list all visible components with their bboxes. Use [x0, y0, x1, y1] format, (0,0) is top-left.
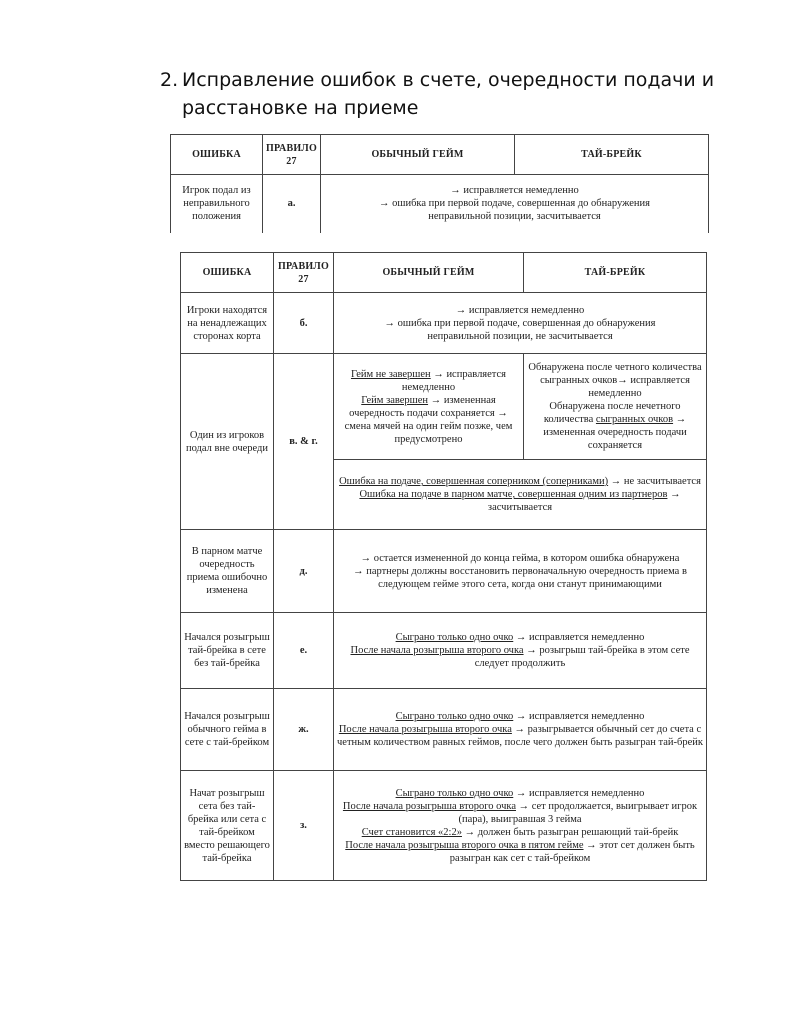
shared-cell	[334, 460, 707, 530]
table-row	[181, 354, 707, 460]
table-row	[181, 689, 707, 771]
text: → исправляется немедленно	[513, 711, 645, 722]
heading-line-1: Исправление ошибок в счете, очередности подачи и	[182, 69, 715, 91]
text: → должен быть разыгран решающий тай-брейк	[461, 826, 679, 838]
underlined-text: Гейм не завершен	[350, 368, 431, 380]
underlined-text: Счет становится «2:2»	[361, 826, 462, 838]
text: → разыгрывается обычный сет до счета с четным количеством равных геймов, после чего должен быть разыгран тай-брейк	[337, 724, 703, 748]
underlined-text: Сыграно только одно очко	[395, 787, 514, 799]
col-header-rule: ПРАВИЛО 27	[263, 135, 321, 175]
tiebreak-cell	[524, 354, 707, 460]
correction-line: → исправляется немедленно	[455, 304, 585, 316]
underlined-text: Ошибка на подаче в парном матче, совершенная одним из партнеров	[359, 489, 668, 500]
rule-cell: д.	[274, 530, 334, 613]
correction-cell	[334, 293, 707, 354]
correction-line: → партнеры должны восстановить первоначальную очередность приема в	[353, 565, 687, 577]
underlined-text: Ошибка на подаче, совершенная соперником (соперниками)	[339, 476, 609, 487]
underlined-text: После начала розыгрыша второго очка в пятом гейме	[345, 839, 584, 851]
heading-line-2: расстановке на приеме	[182, 97, 419, 119]
text: → измененная очередность подачи сохраняется → смена мячей на один гейм позже, чем предусмотрено	[344, 394, 513, 445]
col-header-rule: ПРАВИЛО 27	[274, 253, 334, 293]
col-header-tiebreak: ТАЙ-БРЕЙК	[515, 135, 709, 175]
table-row	[181, 771, 707, 881]
text: → не засчитывается	[608, 476, 701, 487]
rule-cell: б.	[274, 293, 334, 354]
table-row	[181, 613, 707, 689]
rule-cell: е.	[274, 613, 334, 689]
correction-line: → ошибка при первой подаче, совершенная до обнаружения	[379, 198, 650, 210]
text: → исправляется немедленно	[513, 787, 645, 799]
underlined-text: сыгранных очков	[595, 414, 674, 425]
col-header-error: ОШИБКА	[181, 253, 274, 293]
correction-line: следующем гейме этого сета, когда они станут принимающими	[378, 578, 662, 590]
col-header-error: ОШИБКА	[171, 135, 263, 175]
col-header-game: ОБЫЧНЫЙ ГЕЙМ	[334, 253, 524, 293]
error-cell: Начался розыгрыш тай-брейка в сете без тай-брейка	[181, 613, 274, 689]
underlined-text: Сыграно только одно очко	[395, 711, 514, 722]
text: → исправляется немедленно	[513, 632, 645, 643]
table-row	[181, 530, 707, 613]
col-header-game: ОБЫЧНЫЙ ГЕЙМ	[321, 135, 515, 175]
text: → измененная очередность подачи сохраняется	[543, 414, 687, 451]
text: Обнаружена после нечетного количества	[543, 401, 681, 425]
underlined-text: После начала розыгрыша второго очка	[350, 645, 524, 656]
rule-cell: ж.	[274, 689, 334, 771]
section-number: 2.	[160, 69, 179, 91]
table-row	[171, 175, 709, 233]
table-row	[181, 293, 707, 354]
game-cell	[334, 354, 524, 460]
text: Обнаружена после четного количества сыгранных очков→ исправляется немедленно	[528, 362, 702, 399]
text: → розыгрыш тай-брейка в этом сете следует продолжить	[474, 645, 690, 669]
underlined-text: После начала розыгрыша второго очка	[342, 800, 516, 812]
text: → исправляется немедленно	[401, 368, 507, 393]
correction-line: → исправляется немедленно	[450, 185, 579, 197]
underlined-text: Гейм завершен	[361, 394, 429, 406]
col-header-tiebreak: ТАЙ-БРЕЙК	[524, 253, 707, 293]
error-cell: Начался розыгрыш обычного гейма в сете с тай-брейком	[181, 689, 274, 771]
underlined-text: После начала розыгрыша второго очка	[338, 724, 512, 735]
correction-cell	[334, 689, 707, 771]
text: → этот сет должен быть разыгран как сет с тай-брейком	[449, 839, 695, 864]
error-cell: Игрок подал из неправильного положения	[171, 175, 263, 233]
rules-table	[180, 252, 707, 881]
underlined-text: Сыграно только одно очко	[395, 632, 514, 643]
correction-line: → остается измененной до конца гейма, в котором ошибка обнаружена	[360, 552, 680, 564]
correction-cell	[321, 175, 709, 233]
rules-table-fragment	[170, 134, 709, 233]
rule-cell: а.	[263, 175, 321, 233]
error-cell: Игроки находятся на ненадлежащих сторонах корта	[181, 293, 274, 354]
text: → засчитывается	[487, 489, 681, 513]
correction-cell	[334, 613, 707, 689]
correction-line: неправильной позиции, засчитывается	[428, 211, 601, 223]
section-heading	[160, 66, 760, 122]
correction-cell	[334, 530, 707, 613]
error-cell: В парном матче очередность приема ошибочно изменена	[181, 530, 274, 613]
error-cell: Начат розыгрыш сета без тай-брейка или сета с тай-брейком вместо решающего тай-брейка	[181, 771, 274, 881]
correction-cell	[334, 771, 707, 881]
rule-cell: в. & г.	[274, 354, 334, 530]
text: → сет продолжается, выигрывает игрок (пара), выигравшая 3 гейма	[458, 800, 698, 825]
correction-line: неправильной позиции, не засчитывается	[427, 330, 613, 342]
error-cell: Один из игроков подал вне очереди	[181, 354, 274, 530]
rule-cell: з.	[274, 771, 334, 881]
correction-line: → ошибка при первой подаче, совершенная до обнаружения	[384, 317, 656, 329]
